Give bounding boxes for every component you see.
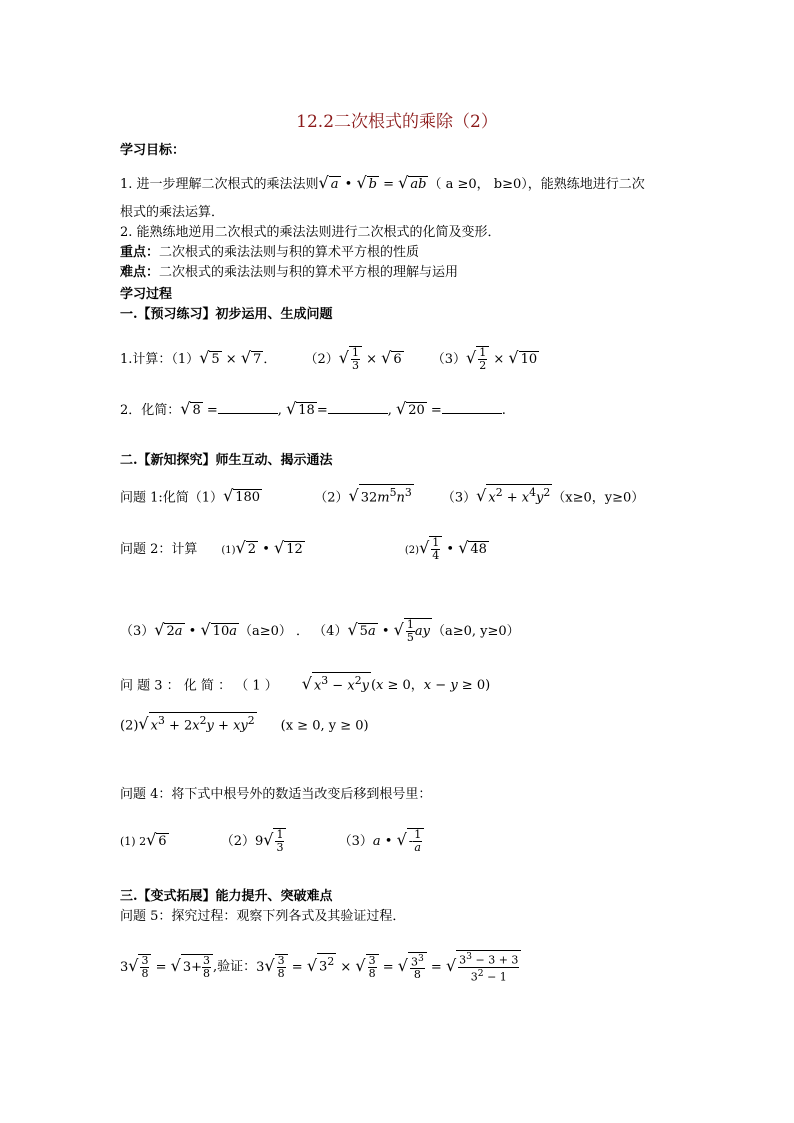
problem-5-formula: 3√ $\frac{3}{8}$ = √ 3+ $\frac{3}{8}$ ,验证：3√ $\frac{3}{8}$ = √ $3^2$ × √ $\frac{3}{8}$ = √ $\frac{3^3}{8}$ = √ $\frac{3^3 - 3 + 3}{3^2 - 1}$ [120, 950, 521, 983]
objectives-heading: 学习目标： [120, 143, 186, 158]
problem-1: 问题 1:化简（1）√ 180 （2）√ $32m^5n^3$ （3）√ $x^2 + x^4y^2$ （x≥0，y≥0） [120, 486, 645, 506]
objective-1-cont: 根式的乘法运算． [120, 205, 225, 220]
section-2-heading: 二.【新知探究】师生互动、揭示通法 [120, 453, 333, 468]
section-3-heading: 三.【变式拓展】能力提升、突破难点 [120, 889, 333, 904]
problem-4: 问题 4：将下式中根号外的数适当改变后移到根号里： [120, 787, 432, 802]
objective-2: 2. 能熟练地逆用二次根式的乘法法则进行二次根式的化简及变形． [120, 225, 501, 240]
question-2: 2．化简：√ 8 = , √ 18 = , √ 20 = . [120, 399, 506, 418]
page-title: 12.2二次根式的乘除（2） [296, 112, 498, 132]
problem-2-row-1: 问题 2：计算 (1)√ 2 • √ 12 (2)√ $\frac{1}{4}$ • √ 48 [120, 536, 487, 562]
section-1-heading: 一.【预习练习】初步运用、生成问题 [120, 307, 333, 322]
process-heading: 学习过程 [120, 287, 173, 302]
problem-3-row-1: 问 题 3 ： 化 简 ： （ 1 ） √ $x^3 - x^2y$ (x ≥ 0，x − y ≥ 0) [120, 674, 491, 694]
problem-4-items: (1) 2√ 6 （2）9√ $\frac{1}{3}$ （3）a • √ - $\frac{1}{a}$ [120, 828, 424, 854]
problem-3-row-2: (2)√ $x^3 + 2x^2y + xy^2$ (x ≥ 0, y ≥ 0) [120, 714, 369, 734]
question-1: 1.计算：（1）√ 5 × √ 7 ． （2）√ $\frac{1}{3}$ × √ 6 （3）√ $\frac{1}{2}$ × √ 10 [120, 346, 538, 372]
difficult-point: 难点：二次根式的乘法法则与积的算术平方根的理解与运用 [120, 265, 459, 280]
objective-1: 1. 进一步理解二次根式的乘法法则√ a • √ b = √ ab （ a ≥0， b≥0），能熟练地进行二次 [120, 173, 645, 192]
problem-5: 问题 5：探究过程：观察下列各式及其验证过程． [120, 909, 406, 924]
key-point: 重点：二次根式的乘法法则与积的算术平方根的性质 [120, 245, 420, 260]
problem-2-row-2: （3）√ 2a • √ 10a （a≥0） ． （4）√ 5a • √ $\frac{1}{5}$ ay （a≥0, y≥0） [120, 618, 520, 644]
